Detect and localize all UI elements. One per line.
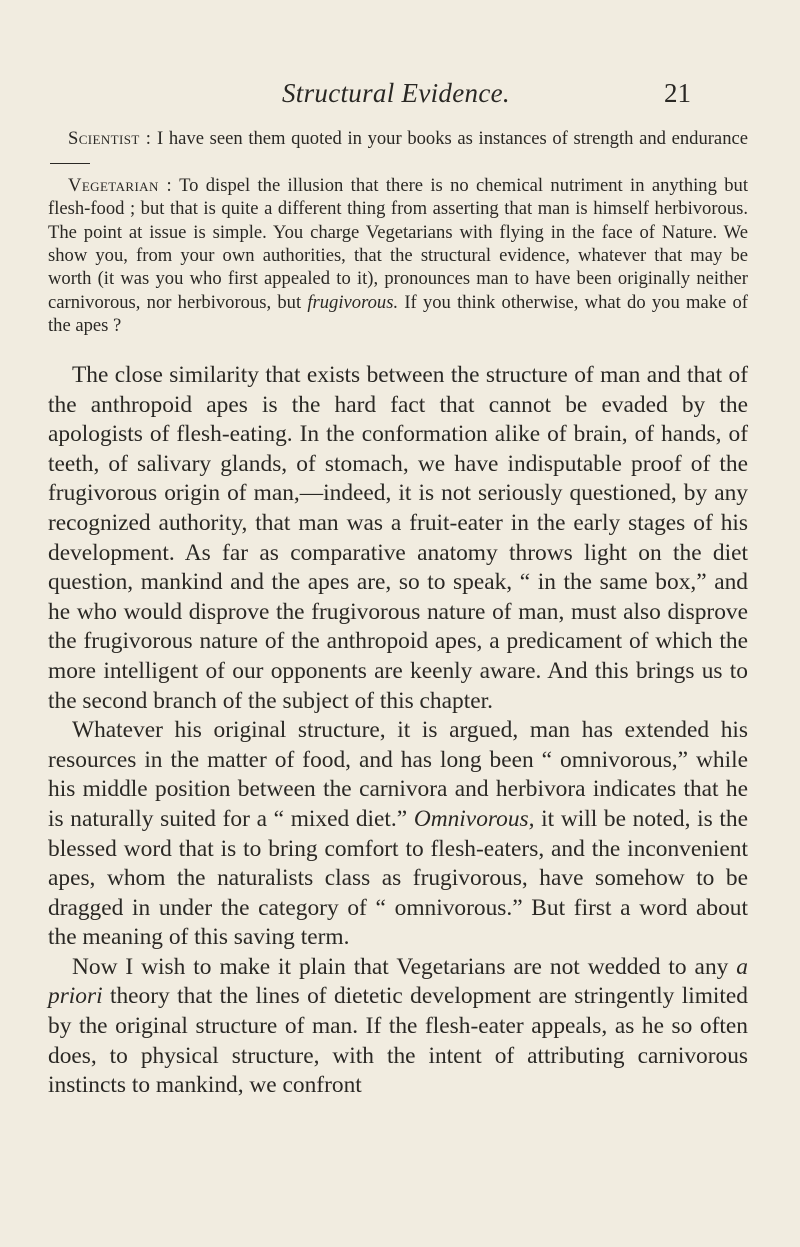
paragraph-text: Whatever his original structure, it is argued, man has extended his resources in the matter of food, and has long been “ omnivorous,” while his middle position between the carnivora and herbivora indicates that he is naturally suited for a “ mixed diet.” [48, 717, 748, 832]
dialogue-text: I have seen them quoted in your books as instances of strength and endurance [157, 128, 748, 149]
paragraph [48, 953, 748, 1101]
dialogue-line-vegetarian [48, 174, 748, 338]
running-head [0, 78, 800, 114]
paragraph-text: theory that the lines of dietetic development are stringently limited by the original structure of man. If the flesh-eater appeals, as he so often does, to physical structure, with the intent of attributing carnivorous instincts to mankind, we confront [48, 983, 748, 1099]
dialogue-text: If you think otherwise, what do you make of the apes ? [48, 291, 748, 337]
emphasis-text: a priori [48, 953, 748, 1010]
dialogue-block [48, 127, 748, 338]
em-dash-rule [50, 163, 90, 164]
paragraph-text: it will be noted, is the blessed word that is to bring comfort to flesh-eaters, and the inconvenient apes, whom the naturalists class as frugivorous, have somehow to be dragged in under the category of “ omnivorous.” But first a word about the meaning of this saving term. [48, 805, 748, 951]
emphasis-text: frugivorous. [307, 291, 399, 313]
paragraph-text: Now I wish to make it plain that Vegetarians are not wedded to any [72, 953, 729, 980]
paragraph [48, 361, 748, 716]
paragraph-text: The close similarity that exists between the structure of man and that of the anthropoid apes is the hard fact that cannot be evaded by the apologists of flesh-eating. In the conformation alike of brain, of hands, of teeth, of salivary glands, of stomach, we have indisputable proof of the frugivorous origin of man,—indeed, it is not seriously questioned, by any recognized authority, that man was a fruit-eater in the early stages of his development. As far as comparative anatomy throws light on the diet question, mankind and the apes are, so to speak, “ in the same box,” and he who would disprove the frugivorous nature of man, must also disprove the frugivorous nature of the anthropoid apes, a predicament of which the more intelligent of our opponents are keenly aware. And this brings us to the second branch of the subject of this chapter. [48, 362, 748, 714]
running-title: Structural Evidence. [282, 78, 510, 108]
page-number: 21 [664, 78, 691, 108]
speaker-scientist: Scientist : [68, 128, 152, 149]
speaker-vegetarian: Vegetarian : [68, 174, 173, 196]
dialogue-text: To dispel the illusion that there is no chemical nutriment in anything but flesh-food ; but that is quite a different thing from asserting that man is himself herbivorous. The point at issue is simple. You charge Vegetarians with flying in the face of Nature. We show you, from your own authorities, that the structural evidence, whatever that may be worth (it was you who first appealed to it), pronounces man to have been originally neither carnivorous, nor herbivorous, but [48, 174, 748, 313]
dialogue-line-scientist [48, 127, 748, 174]
paragraph [48, 716, 748, 953]
emphasis-text: Omnivorous, [413, 805, 535, 832]
body-text [48, 361, 748, 1101]
